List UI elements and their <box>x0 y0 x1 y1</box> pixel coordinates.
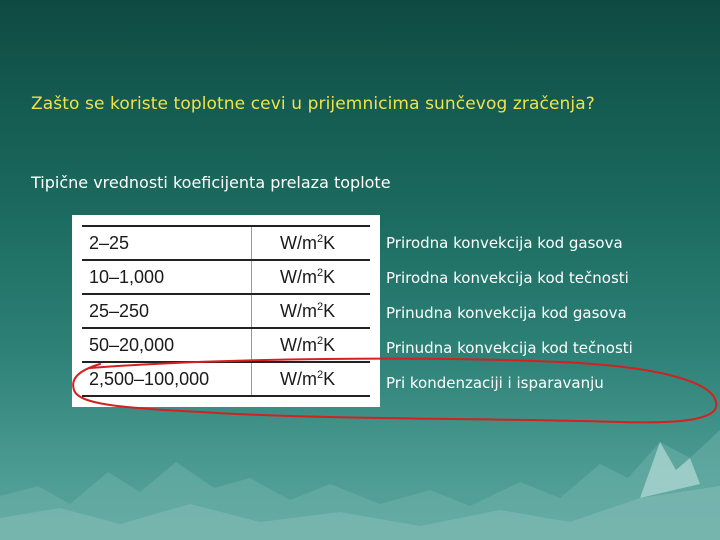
description-item: Pri kondenzaciji i isparavanju <box>386 374 604 392</box>
coefficient-unit <box>252 294 371 328</box>
table-row <box>82 362 370 396</box>
unit-tail: K <box>323 300 336 321</box>
mountain-background <box>0 400 720 540</box>
coefficient-unit <box>252 328 371 362</box>
coefficient-value: 2,500–100,000 <box>82 362 252 396</box>
coefficient-value: 25–250 <box>82 294 252 328</box>
unit-tail: K <box>323 266 336 287</box>
unit-exponent: 2 <box>316 232 324 245</box>
unit-exponent: 2 <box>316 368 324 381</box>
coefficient-value: 2–25 <box>82 226 252 260</box>
unit-exponent: 2 <box>316 266 324 279</box>
table-row <box>82 226 370 260</box>
unit-base: W/m <box>280 232 317 253</box>
coefficient-table-image <box>72 215 380 407</box>
description-item: Prirodna konvekcija kod tečnosti <box>386 269 629 287</box>
unit-base: W/m <box>280 368 317 389</box>
unit-tail: K <box>323 368 336 389</box>
coefficient-value: 10–1,000 <box>82 260 252 294</box>
slide-subtitle: Tipične vrednosti koeficijenta prelaza toplote <box>31 173 391 192</box>
coefficient-value: 50–20,000 <box>82 328 252 362</box>
coefficient-unit <box>252 362 371 396</box>
description-list <box>386 232 633 407</box>
table-row <box>82 294 370 328</box>
slide-title: Zašto se koriste toplotne cevi u prijemnicima sunčevog zračenja? <box>31 94 595 114</box>
description-item: Prinudna konvekcija kod tečnosti <box>386 339 633 357</box>
coefficient-unit <box>252 260 371 294</box>
coefficient-table <box>82 225 370 397</box>
description-item: Prinudna konvekcija kod gasova <box>386 304 627 322</box>
unit-base: W/m <box>280 334 317 355</box>
unit-base: W/m <box>280 266 317 287</box>
unit-exponent: 2 <box>316 300 324 313</box>
coefficient-unit <box>252 226 371 260</box>
unit-base: W/m <box>280 300 317 321</box>
table-row <box>82 260 370 294</box>
unit-tail: K <box>323 334 336 355</box>
description-item: Prirodna konvekcija kod gasova <box>386 234 623 252</box>
unit-exponent: 2 <box>316 334 324 347</box>
table-row <box>82 328 370 362</box>
unit-tail: K <box>323 232 336 253</box>
